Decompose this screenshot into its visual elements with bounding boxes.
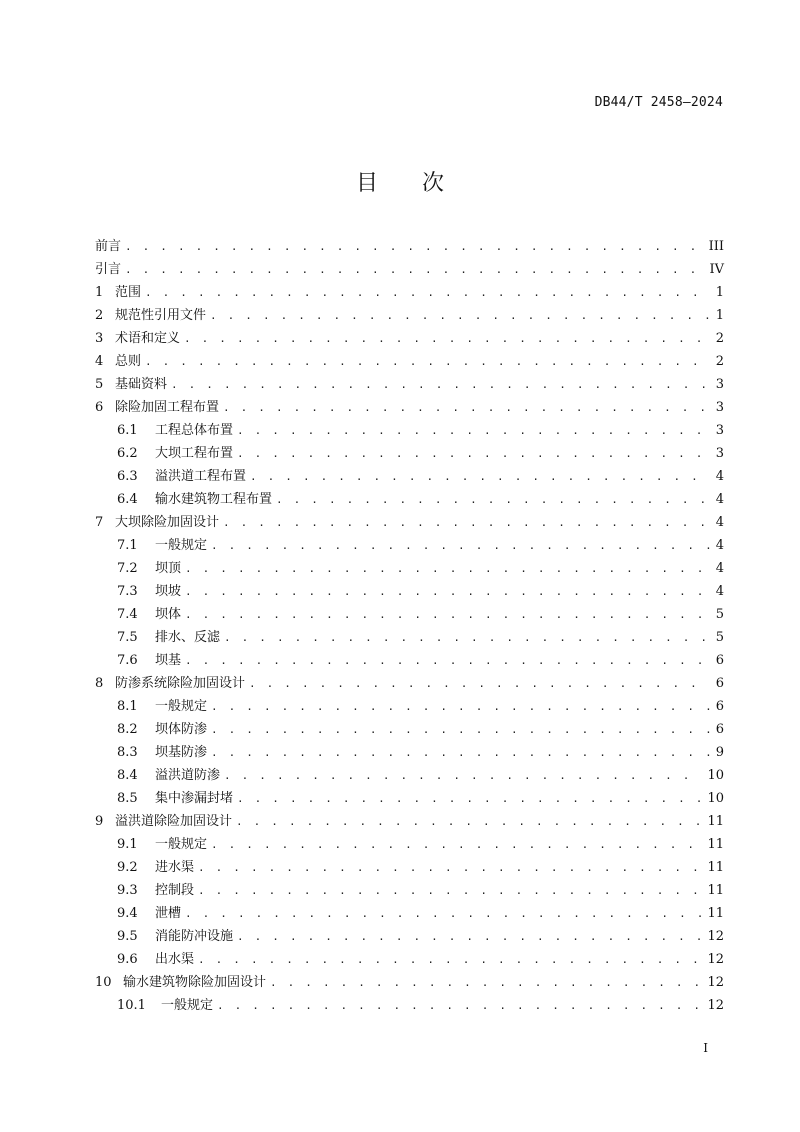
page-title: 目次 xyxy=(355,171,488,196)
toc-entry[interactable] xyxy=(95,902,724,925)
toc-entry-page: 10 xyxy=(707,768,724,783)
toc-entry-number: 6.3 xyxy=(117,469,138,484)
toc-entry-page: 2 xyxy=(715,354,724,369)
dot-leader xyxy=(211,741,710,764)
toc-entry-label: 坝顶 xyxy=(155,561,182,576)
toc-entry-number: 9.5 xyxy=(117,929,138,944)
toc-entry-page: 12 xyxy=(707,998,724,1013)
toc-entry[interactable] xyxy=(95,327,724,350)
toc-entry-number: 7 xyxy=(95,515,104,530)
toc-entry-label: 出水渠 xyxy=(155,952,195,967)
toc-entry[interactable] xyxy=(95,764,724,787)
toc-entry-page: 11 xyxy=(707,860,724,875)
toc-entry[interactable] xyxy=(95,373,724,396)
dot-leader xyxy=(185,902,703,925)
toc-entry-page: 3 xyxy=(715,423,724,438)
dot-leader xyxy=(185,580,710,603)
toc-entry-number: 4 xyxy=(95,354,104,369)
toc-entry[interactable] xyxy=(95,948,724,971)
toc-entry-page: 6 xyxy=(715,676,724,691)
toc-entry[interactable] xyxy=(95,350,724,373)
dot-leader xyxy=(125,235,705,258)
toc-entry-label: 总则 xyxy=(115,354,142,369)
toc-entry-label: 坝坡 xyxy=(155,584,182,599)
toc-entry-page: 12 xyxy=(707,929,724,944)
toc-entry-number: 8.1 xyxy=(117,699,138,714)
toc-entry-number: 7.5 xyxy=(117,630,138,645)
toc-entry-label: 大坝除险加固设计 xyxy=(115,515,220,530)
dot-leader xyxy=(198,856,703,879)
toc-entry-page: 10 xyxy=(707,791,724,806)
toc-entry-label: 基础资料 xyxy=(115,377,168,392)
toc-entry-number: 3 xyxy=(95,331,104,346)
toc-entry[interactable] xyxy=(95,603,724,626)
dot-leader xyxy=(223,396,710,419)
dot-leader xyxy=(198,879,703,902)
toc-entry-number: 7.1 xyxy=(117,538,138,553)
toc-entry-page: 4 xyxy=(715,469,724,484)
toc-entry-label: 大坝工程布置 xyxy=(155,446,234,461)
dot-leader xyxy=(211,534,710,557)
toc-entry[interactable] xyxy=(95,856,724,879)
toc-entry-number: 7.6 xyxy=(117,653,138,668)
toc-entry-number: 9.6 xyxy=(117,952,138,967)
toc-entry-label: 控制段 xyxy=(155,883,195,898)
toc-entry-number: 8 xyxy=(95,676,104,691)
toc-entry[interactable] xyxy=(95,488,724,511)
toc-entry-label: 输水建筑物除险加固设计 xyxy=(123,975,267,990)
toc-entry[interactable] xyxy=(95,534,724,557)
dot-leader xyxy=(276,488,710,511)
toc-entry-label: 规范性引用文件 xyxy=(115,308,207,323)
toc-entry-number: 8.2 xyxy=(117,722,138,737)
toc-entry[interactable] xyxy=(95,304,724,327)
toc-entry-number: 9.2 xyxy=(117,860,138,875)
toc-entry[interactable] xyxy=(95,396,724,419)
toc-entry[interactable] xyxy=(95,557,724,580)
toc-entry-label: 集中渗漏封堵 xyxy=(155,791,234,806)
toc-entry-page: 6 xyxy=(715,653,724,668)
toc-entry-number: 6.2 xyxy=(117,446,138,461)
toc-entry-page: 5 xyxy=(715,630,724,645)
toc-entry-page: 4 xyxy=(715,538,724,553)
toc-entry-page: 1 xyxy=(715,308,724,323)
toc-entry[interactable] xyxy=(95,741,724,764)
toc-entry-number: 9.3 xyxy=(117,883,138,898)
dot-leader xyxy=(250,465,710,488)
toc-entry[interactable] xyxy=(95,718,724,741)
toc-entry-label: 坝基防渗 xyxy=(155,745,208,760)
toc-entry-page: 6 xyxy=(715,722,724,737)
toc-entry-number: 2 xyxy=(95,308,104,323)
toc-entry-page: 4 xyxy=(715,515,724,530)
toc-entry-label: 溢洪道防渗 xyxy=(155,768,221,783)
toc-entry-page: 6 xyxy=(715,699,724,714)
toc-entry-label: 输水建筑物工程布置 xyxy=(155,492,273,507)
toc-entry[interactable] xyxy=(95,833,724,856)
toc-entry-page: 3 xyxy=(715,377,724,392)
dot-leader xyxy=(237,419,710,442)
toc-entry-page: 12 xyxy=(707,975,724,990)
toc-entry-page: 1 xyxy=(715,285,724,300)
toc-entry-number: 7.4 xyxy=(117,607,138,622)
dot-leader xyxy=(236,810,703,833)
toc-entry-number: 7.3 xyxy=(117,584,138,599)
toc-entry-label: 前言 xyxy=(95,239,122,254)
dot-leader xyxy=(237,925,703,948)
toc-entry-page: 11 xyxy=(707,837,724,852)
toc-entry-label: 一般规定 xyxy=(155,699,208,714)
toc-entry-number: 10.1 xyxy=(117,998,146,1013)
toc-entry-label: 一般规定 xyxy=(155,837,208,852)
toc-entry-page: 11 xyxy=(707,883,724,898)
toc-entry-number: 9.1 xyxy=(117,837,138,852)
dot-leader xyxy=(210,304,710,327)
document-code: DB44/T 2458—2024 xyxy=(594,95,723,110)
toc-entry-label: 排水、反滤 xyxy=(155,630,221,645)
toc-entry-number: 6.1 xyxy=(117,423,138,438)
toc-entry-label: 除险加固工程布置 xyxy=(115,400,220,415)
toc-entry-label: 范围 xyxy=(115,285,142,300)
dot-leader xyxy=(270,971,703,994)
toc-entry[interactable] xyxy=(95,971,724,994)
toc-entry-label: 引言 xyxy=(95,262,122,277)
toc-entry-page: 2 xyxy=(715,331,724,346)
dot-leader xyxy=(249,672,710,695)
dot-leader xyxy=(184,327,710,350)
dot-leader xyxy=(211,718,710,741)
toc-entry[interactable] xyxy=(95,465,724,488)
toc-entry-label: 工程总体布置 xyxy=(155,423,234,438)
toc-entry[interactable] xyxy=(95,672,724,695)
dot-leader xyxy=(125,258,705,281)
toc-entry-page: 12 xyxy=(707,952,724,967)
toc-entry-number: 8.5 xyxy=(117,791,138,806)
dot-leader xyxy=(145,350,710,373)
dot-leader xyxy=(217,994,703,1017)
toc-entry-page: 3 xyxy=(715,400,724,415)
toc-entry-page: III xyxy=(708,239,724,254)
toc-entry[interactable] xyxy=(95,626,724,649)
toc-entry-number: 8.4 xyxy=(117,768,138,783)
toc-entry-page: 4 xyxy=(715,561,724,576)
dot-leader xyxy=(198,948,703,971)
toc-entry-label: 坝基 xyxy=(155,653,182,668)
toc-entry-number: 6.4 xyxy=(117,492,138,507)
footer-page-number: I xyxy=(703,1041,708,1055)
toc-entry[interactable] xyxy=(95,258,724,281)
toc-entry-page: 3 xyxy=(715,446,724,461)
toc-entry[interactable] xyxy=(95,925,724,948)
toc-entry-page: 9 xyxy=(715,745,724,760)
toc-entry-label: 术语和定义 xyxy=(115,331,181,346)
toc-entry-page: 11 xyxy=(707,814,724,829)
toc-entry-label: 泄槽 xyxy=(155,906,182,921)
toc-entry-page: 4 xyxy=(715,492,724,507)
toc-entry-page: 11 xyxy=(707,906,724,921)
table-of-contents xyxy=(95,235,724,1017)
toc-entry[interactable] xyxy=(95,511,724,534)
toc-entry-number: 9.4 xyxy=(117,906,138,921)
dot-leader xyxy=(171,373,710,396)
toc-entry[interactable] xyxy=(95,994,724,1017)
dot-leader xyxy=(237,442,710,465)
toc-entry-label: 一般规定 xyxy=(161,998,214,1013)
toc-entry-number: 5 xyxy=(95,377,104,392)
dot-leader xyxy=(185,603,710,626)
dot-leader xyxy=(223,511,710,534)
toc-entry-page: IV xyxy=(709,262,724,277)
toc-entry-number: 8.3 xyxy=(117,745,138,760)
toc-entry-number: 7.2 xyxy=(117,561,138,576)
dot-leader xyxy=(237,787,703,810)
toc-entry[interactable] xyxy=(95,281,724,304)
toc-entry-label: 防渗系统除险加固设计 xyxy=(115,676,246,691)
toc-entry-label: 溢洪道除险加固设计 xyxy=(115,814,233,829)
toc-entry-page: 4 xyxy=(715,584,724,599)
toc-entry[interactable] xyxy=(95,695,724,718)
toc-entry-number: 10 xyxy=(95,975,112,990)
toc-entry[interactable] xyxy=(95,787,724,810)
toc-entry-page: 5 xyxy=(715,607,724,622)
toc-entry-label: 消能防冲设施 xyxy=(155,929,234,944)
toc-entry[interactable] xyxy=(95,879,724,902)
toc-entry-number: 9 xyxy=(95,814,104,829)
toc-entry-label: 一般规定 xyxy=(155,538,208,553)
toc-entry[interactable] xyxy=(95,442,724,465)
dot-leader xyxy=(185,557,710,580)
dot-leader xyxy=(185,649,710,672)
toc-entry[interactable] xyxy=(95,649,724,672)
toc-entry[interactable] xyxy=(95,235,724,258)
toc-entry-label: 坝体防渗 xyxy=(155,722,208,737)
toc-entry-label: 坝体 xyxy=(155,607,182,622)
dot-leader xyxy=(224,764,703,787)
toc-entry[interactable] xyxy=(95,580,724,603)
toc-entry[interactable] xyxy=(95,419,724,442)
dot-leader xyxy=(211,833,703,856)
toc-entry-label: 溢洪道工程布置 xyxy=(155,469,247,484)
dot-leader xyxy=(145,281,710,304)
toc-entry[interactable] xyxy=(95,810,724,833)
dot-leader xyxy=(211,695,710,718)
toc-entry-number: 6 xyxy=(95,400,104,415)
toc-entry-label: 进水渠 xyxy=(155,860,195,875)
dot-leader xyxy=(224,626,710,649)
toc-entry-number: 1 xyxy=(95,285,104,300)
